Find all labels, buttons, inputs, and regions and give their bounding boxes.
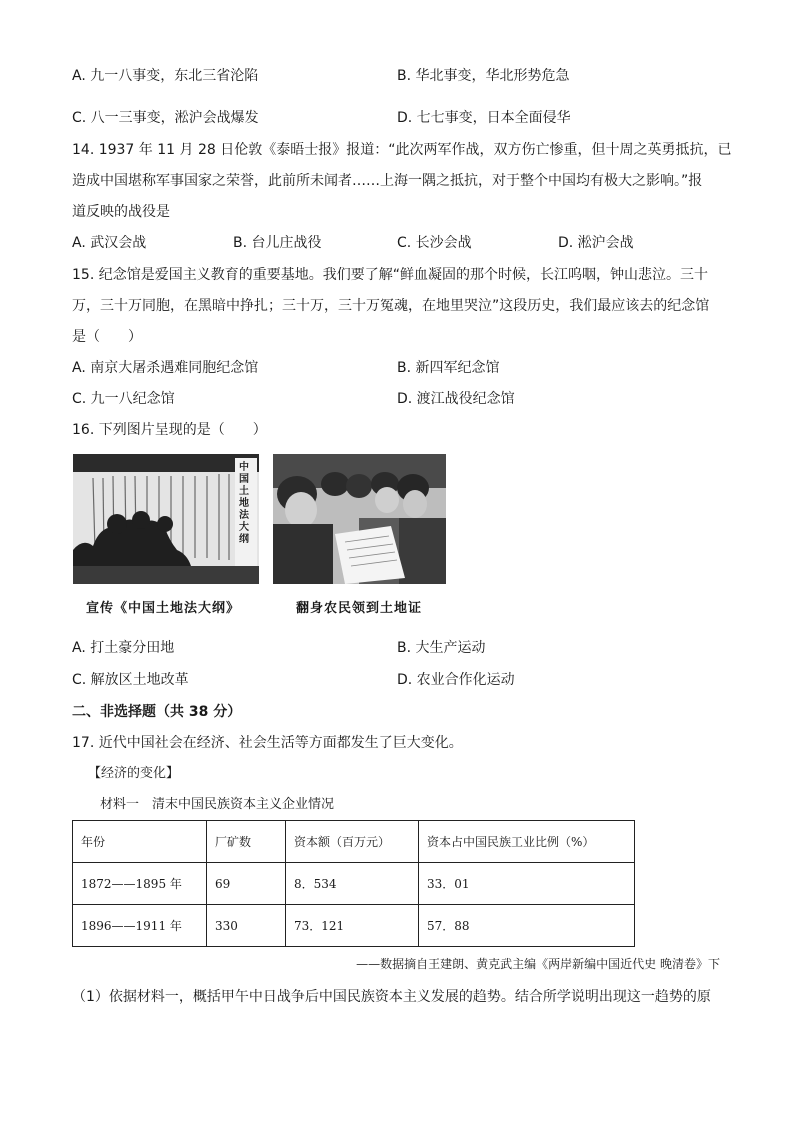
q15-option-d: D. 渡江战役纪念馆 xyxy=(397,391,515,407)
q17-stem: 17. 近代中国社会在经济、社会生活等方面都发生了巨大变化。 xyxy=(72,735,463,751)
section-2-title: 二、非选择题（共 38 分） xyxy=(72,704,242,720)
q16-option-a: A. 打土豪分田地 xyxy=(72,640,175,656)
table-cell: 1896——1911 年 xyxy=(73,905,207,947)
table-cell: 73．121 xyxy=(286,905,419,947)
table-header-row xyxy=(73,821,635,863)
q13-option-b: B. 华北事变，华北形势危急 xyxy=(397,68,570,84)
q15-stem-line-2: 万，三十万同胞，在黑暗中挣扎；三十万，三十万冤魂，在地里哭泣”这段历史，我们最应该去的纪念馆 xyxy=(72,298,710,314)
table-cell: 57．88 xyxy=(419,905,635,947)
q16-option-c: C. 解放区土地改革 xyxy=(72,672,189,688)
table-row xyxy=(73,905,635,947)
q16-option-d: D. 农业合作化运动 xyxy=(397,672,515,688)
q17-material-title: 材料一 清末中国民族资本主义企业情况 xyxy=(100,797,335,812)
q15-option-c: C. 九一八纪念馆 xyxy=(72,391,175,407)
q14-option-d: D. 淞沪会战 xyxy=(558,235,634,251)
peasants-land-certificate-photo xyxy=(273,454,446,584)
q13-option-a: A. 九一八事变，东北三省沦陷 xyxy=(72,68,259,84)
q16-stem: 16. 下列图片呈现的是（ ） xyxy=(72,422,267,438)
table-header-cell: 年份 xyxy=(73,821,207,863)
q15-option-b: B. 新四军纪念馆 xyxy=(397,360,500,376)
table-source-note: ——数据摘自王建朗、黄克武主编《两岸新编中国近代史 晚清卷》下 xyxy=(356,957,720,971)
table-cell: 33．01 xyxy=(419,863,635,905)
q17-sub-question-1: （1）依据材料一，概括甲午中日战争后中国民族资本主义发展的趋势。结合所学说明出现这一趋势的原 xyxy=(72,989,711,1005)
q15-stem-line-3: 是（ ） xyxy=(72,329,142,345)
q15-stem-line-1: 15. 纪念馆是爱国主义教育的重要基地。我们要了解“鲜血凝固的那个时候，长江呜咽，钟山悲泣。三十 xyxy=(72,267,708,283)
table-row xyxy=(73,863,635,905)
enterprise-data-table xyxy=(72,820,635,947)
q17-subheading: 【经济的变化】 xyxy=(88,766,180,781)
q14-option-c: C. 长沙会战 xyxy=(397,235,472,251)
q14-stem-line-2: 造成中国堪称军事国家之荣誉，此前所未闻者……上海一隅之抵抗，对于整个中国均有极大之影响。”报 xyxy=(72,173,703,189)
table-cell: 8．534 xyxy=(286,863,419,905)
q13-option-c: C. 八一三事变，淞沪会战爆发 xyxy=(72,110,259,126)
q16-option-b: B. 大生产运动 xyxy=(397,640,486,656)
table-cell: 330 xyxy=(207,905,286,947)
table-cell: 1872——1895 年 xyxy=(73,863,207,905)
q15-option-a: A. 南京大屠杀遇难同胞纪念馆 xyxy=(72,360,259,376)
table-header-cell: 厂矿数 xyxy=(207,821,286,863)
poster-vertical-text: 中国土地法大纲 xyxy=(239,462,249,545)
q14-option-b: B. 台儿庄战役 xyxy=(233,235,322,251)
table-header-cell: 资本占中国民族工业比例（%） xyxy=(419,821,635,863)
q14-stem-line-1: 14. 1937 年 11 月 28 日伦敦《泰晤士报》报道：“此次两军作战，双方伤亡惨重，但十周之英勇抵抗，已 xyxy=(72,142,732,158)
land-law-poster-photo xyxy=(73,454,259,584)
q13-option-d: D. 七七事变，日本全面侵华 xyxy=(397,110,571,126)
table-header-cell: 资本额（百万元） xyxy=(286,821,419,863)
table-cell: 69 xyxy=(207,863,286,905)
photo-caption-left: 宣传《中国土地法大纲》 xyxy=(86,601,241,616)
photo-caption-right: 翻身农民领到土地证 xyxy=(296,601,423,616)
q14-stem-line-3: 道反映的战役是 xyxy=(72,204,170,220)
q14-option-a: A. 武汉会战 xyxy=(72,235,147,251)
